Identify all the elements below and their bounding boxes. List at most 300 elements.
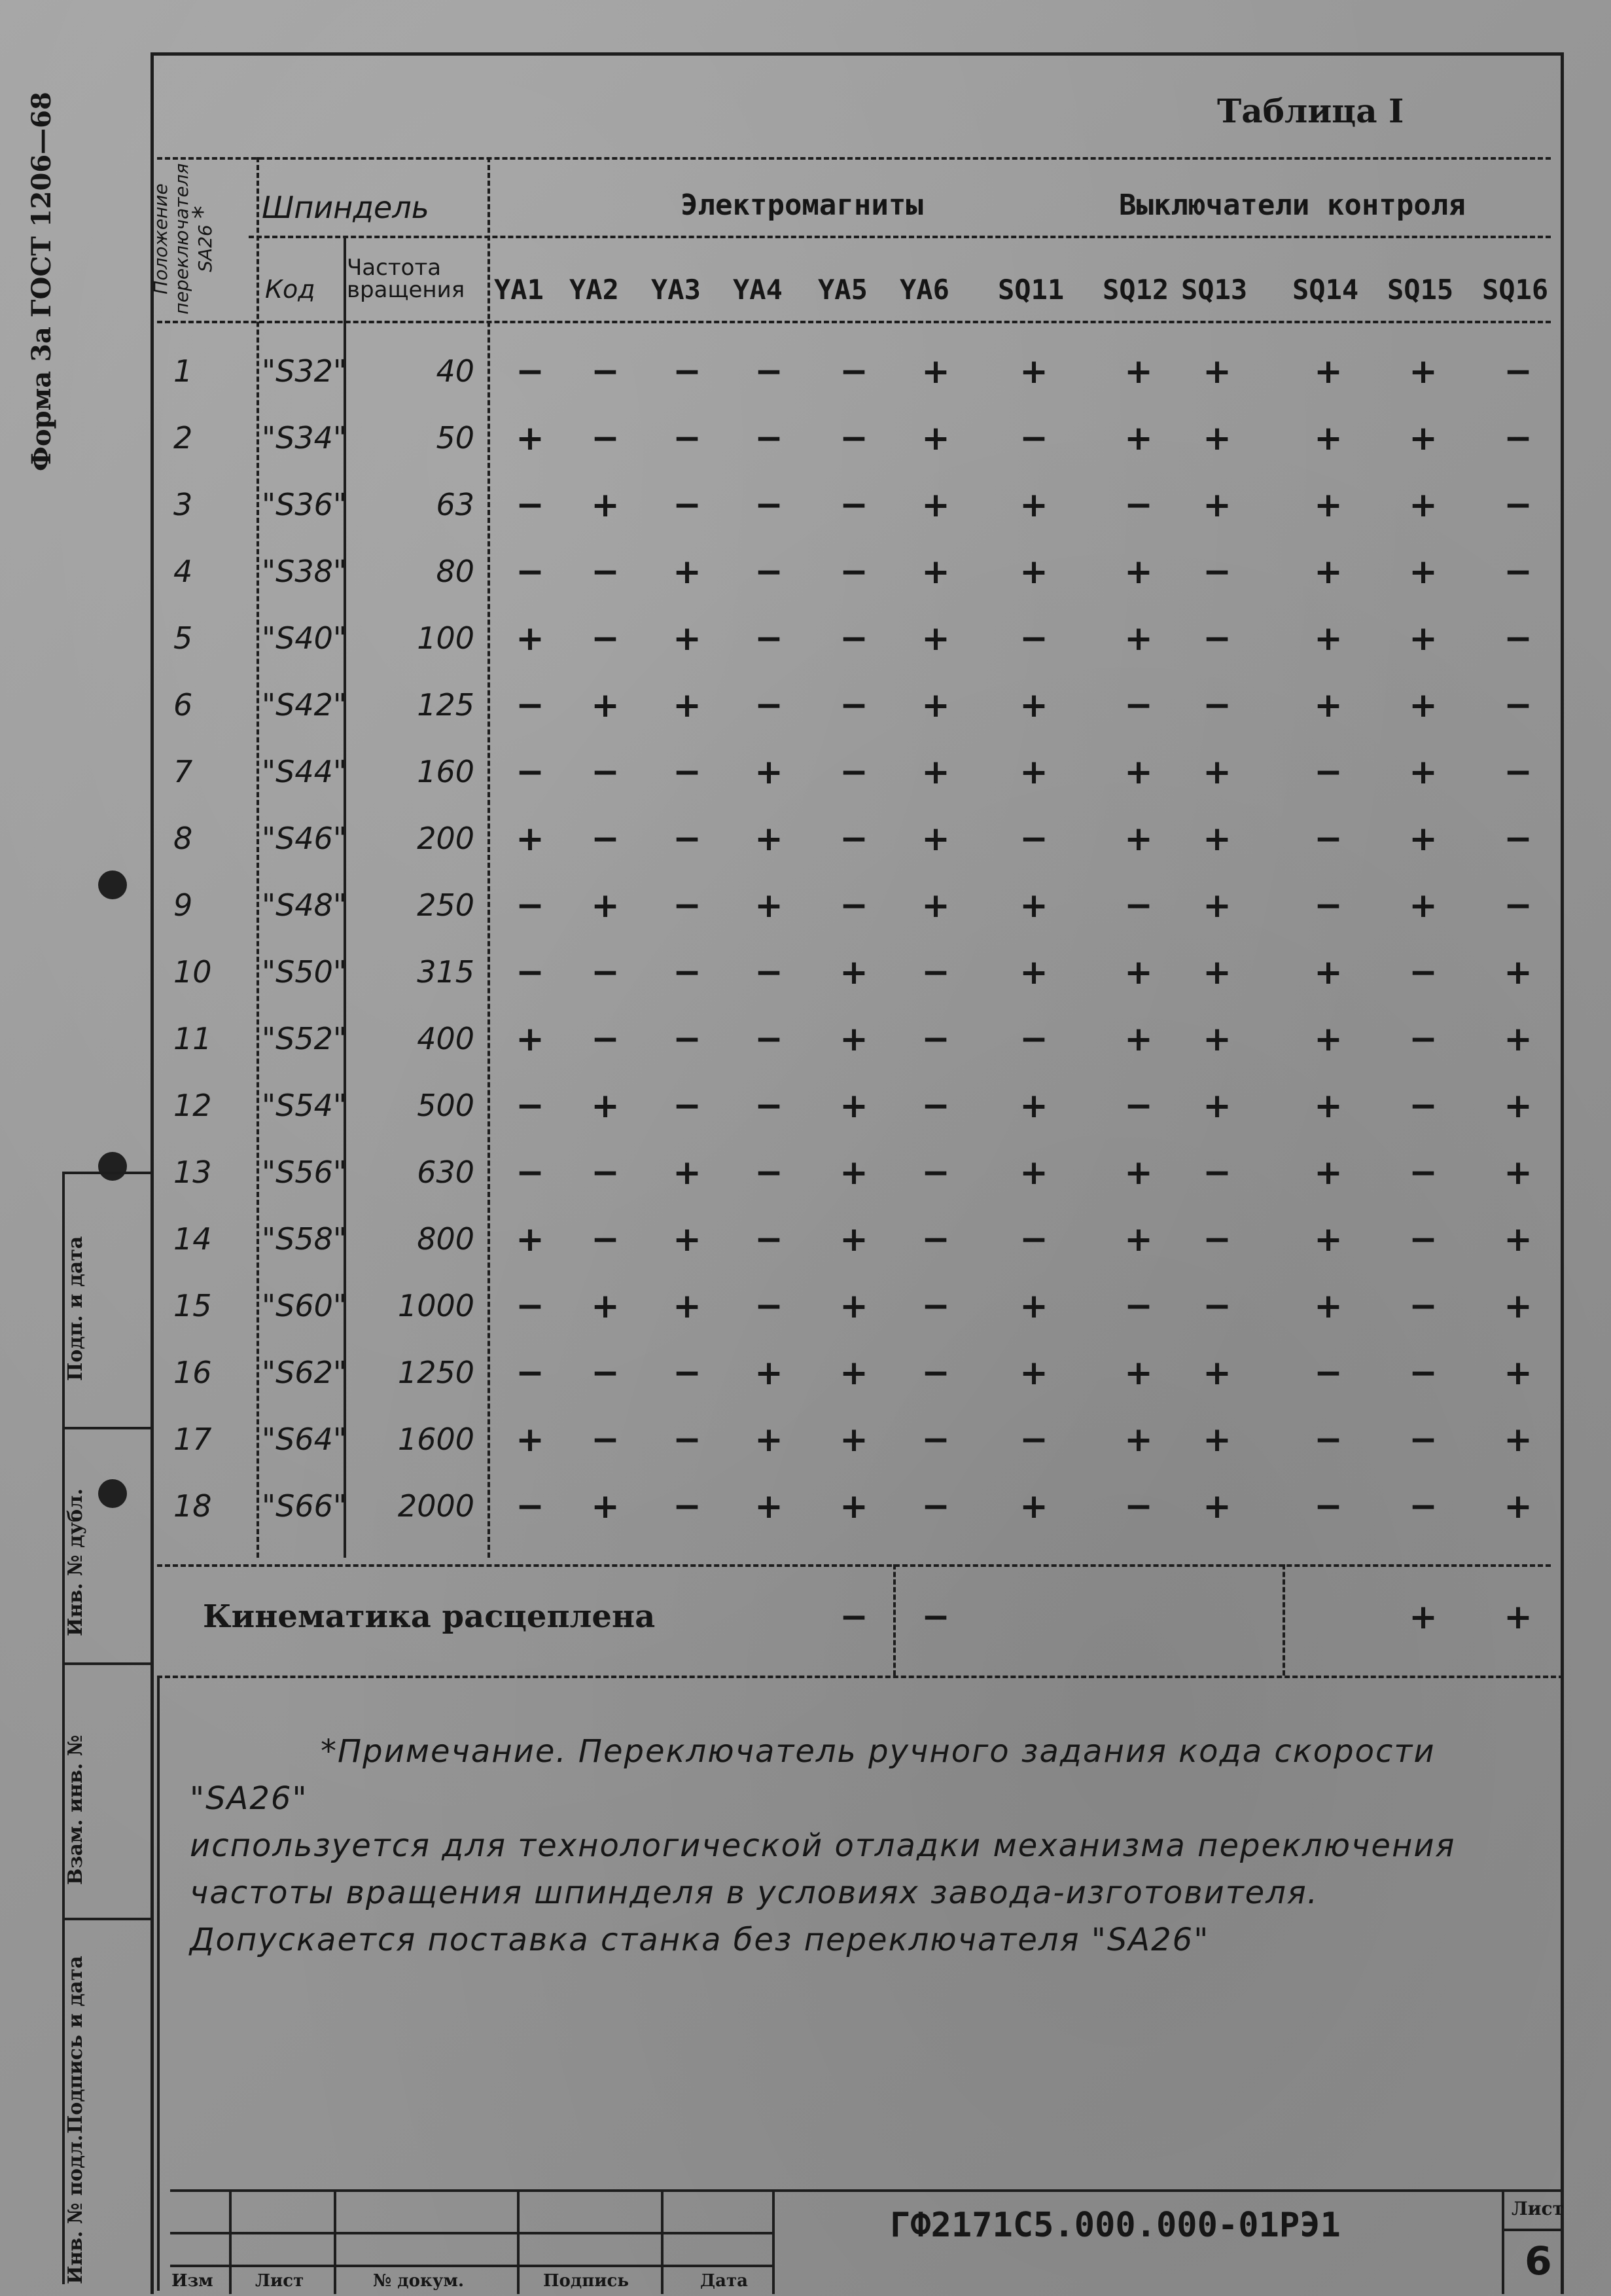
row-code: "S34": [262, 420, 347, 456]
header-position-text: Положение переключателя SA26: [150, 163, 216, 315]
mark-sq12: −: [1124, 1086, 1153, 1126]
mark-ya4: −: [754, 1086, 783, 1126]
header-group-electromagnets: Электромагниты: [681, 188, 923, 222]
row-code: "S42": [262, 687, 347, 723]
mark-sq11: −: [1019, 1020, 1048, 1059]
mark-sq14: +: [1314, 686, 1343, 725]
mark-sq16: +: [1504, 1354, 1532, 1393]
row-frequency: 63: [436, 487, 474, 522]
col-line-pos: [257, 157, 259, 1558]
header-frequency-line2: вращения: [347, 277, 465, 303]
column-header-ya4: YA4: [733, 274, 783, 306]
mark-ya1: −: [516, 753, 544, 792]
mark-sq15: −: [1409, 1086, 1438, 1126]
title-block-mid: [170, 2265, 772, 2267]
mark-ya2: +: [591, 1287, 620, 1326]
mark-sq16: +: [1504, 1220, 1532, 1259]
mark-sq12: −: [1124, 686, 1153, 725]
mark-sq13: +: [1203, 352, 1231, 391]
mark-sq14: +: [1314, 352, 1343, 391]
mark-sq12: +: [1124, 753, 1153, 792]
mark-ya4: +: [754, 886, 783, 925]
mark-sq15: +: [1409, 686, 1438, 725]
mark-ya6: +: [921, 686, 950, 725]
mark-ya3: −: [673, 486, 701, 525]
kinematics-divider: [1283, 1564, 1285, 1676]
column-header-sq15: SQ15: [1387, 274, 1454, 306]
row-code: "S62": [262, 1355, 347, 1390]
mark-sq16: −: [1504, 419, 1532, 458]
mark-ya5: −: [840, 352, 868, 391]
row-code: "S66": [262, 1488, 347, 1524]
row-position: 6: [173, 687, 193, 723]
mark-ya1: −: [516, 352, 544, 391]
mark-ya6: +: [921, 619, 950, 658]
mark-sq12: +: [1124, 552, 1153, 592]
tb-col-date: Дата: [700, 2271, 748, 2291]
mark-sq15: −: [1409, 1287, 1438, 1326]
mark-sq13: −: [1203, 552, 1231, 592]
row-code: "S44": [262, 754, 347, 789]
mark-sq12: −: [1124, 1287, 1153, 1326]
mark-sq15: −: [1409, 1420, 1438, 1460]
binding-hole: [98, 1479, 127, 1508]
side-box-sign-date: Подп. и дата: [64, 1236, 87, 1381]
mark-ya6: −: [921, 1420, 950, 1460]
mark-sq16: +: [1504, 1153, 1532, 1193]
header-bottom-line: [157, 321, 1551, 323]
title-block-col: [1502, 2189, 1504, 2294]
mark-ya4: −: [754, 486, 783, 525]
mark-ya1: +: [516, 1420, 544, 1460]
mark-sq12: −: [1124, 486, 1153, 525]
mark-sq14: −: [1314, 886, 1343, 925]
mark-ya4: −: [754, 1020, 783, 1059]
row-position: 2: [173, 420, 193, 456]
mark-ya3: +: [673, 619, 701, 658]
mark-ya3: −: [673, 419, 701, 458]
mark-ya5: +: [840, 1220, 868, 1259]
mark-ya5: −: [840, 619, 868, 658]
row-position: 17: [173, 1422, 212, 1457]
row-frequency: 2000: [397, 1488, 474, 1524]
mark-sq15: +: [1409, 619, 1438, 658]
row-frequency: 125: [417, 687, 474, 723]
header-group-switches: Выключатели контроля: [1119, 188, 1466, 222]
mark-sq13: +: [1203, 1354, 1231, 1393]
mark-ya2: −: [591, 352, 620, 391]
mark-ya2: −: [591, 753, 620, 792]
mark-sq14: −: [1314, 819, 1343, 859]
mark-ya4: −: [754, 686, 783, 725]
row-frequency: 500: [417, 1088, 474, 1123]
mark-sq14: +: [1314, 419, 1343, 458]
mark-sq12: +: [1124, 1020, 1153, 1059]
mark-sq13: +: [1203, 886, 1231, 925]
column-header-ya6: YA6: [900, 274, 949, 306]
row-code: "S50": [262, 954, 347, 990]
mark-ya3: +: [673, 686, 701, 725]
column-header-ya2: YA2: [569, 274, 619, 306]
mark-sq14: −: [1314, 1354, 1343, 1393]
row-position: 11: [173, 1021, 212, 1056]
mark-ya4: −: [754, 1287, 783, 1326]
binding-hole: [98, 870, 127, 899]
title-block-col: [772, 2189, 775, 2294]
mark-ya5: +: [840, 1287, 868, 1326]
mark-ya6: +: [921, 552, 950, 592]
title-block-col: [517, 2189, 520, 2294]
row-code: "S48": [262, 888, 347, 923]
header-spindle: Шпиндель: [262, 190, 429, 225]
binding-hole: [98, 1152, 127, 1181]
mark-sq16: +: [1504, 1086, 1532, 1126]
header-frequency-line1: Частота: [347, 255, 442, 281]
title-block-top: [170, 2189, 1561, 2192]
mark-ya1: −: [516, 1487, 544, 1526]
mark-ya5: +: [840, 1086, 868, 1126]
mark-ya2: +: [591, 1487, 620, 1526]
mark-ya1: −: [516, 486, 544, 525]
mark-sq16: −: [1504, 886, 1532, 925]
mark-ya3: −: [673, 953, 701, 992]
row-position: 7: [173, 754, 193, 789]
side-box-signature: Подпись и дата: [64, 1956, 87, 2134]
mark-ya1: −: [516, 953, 544, 992]
mark-ya4: −: [754, 1153, 783, 1193]
row-frequency: 800: [417, 1221, 474, 1257]
mark-ya2: +: [591, 486, 620, 525]
mark-ya6: −: [921, 1220, 950, 1259]
side-box-line: [62, 1918, 150, 1920]
mark-ya6: −: [921, 953, 950, 992]
mark-ya5: +: [840, 1020, 868, 1059]
mark-ya2: −: [591, 1354, 620, 1393]
mark-ya2: −: [591, 419, 620, 458]
mark-sq13: −: [1203, 686, 1231, 725]
mark-ya3: +: [673, 1153, 701, 1193]
mark-sq11: +: [1019, 486, 1048, 525]
mark-sq15: +: [1409, 886, 1438, 925]
row-frequency: 100: [417, 620, 474, 656]
mark-sq15: +: [1409, 753, 1438, 792]
row-position: 12: [173, 1088, 212, 1123]
mark-ya6: −: [921, 1487, 950, 1526]
mark-sq14: +: [1314, 1086, 1343, 1126]
row-frequency: 1250: [397, 1355, 474, 1390]
mark-sq13: +: [1203, 953, 1231, 992]
mark-sq16: −: [1504, 819, 1532, 859]
mark-ya2: −: [591, 819, 620, 859]
mark-sq16: −: [1504, 753, 1532, 792]
mark-ya6: +: [921, 419, 950, 458]
title-block-sheet-line: [1502, 2229, 1561, 2231]
column-header-ya5: YA5: [818, 274, 868, 306]
mark-ya5: −: [840, 819, 868, 859]
mark-sq11: −: [1019, 1220, 1048, 1259]
mark-ya5: +: [840, 1420, 868, 1460]
mark-ya2: −: [591, 552, 620, 592]
row-frequency: 200: [417, 821, 474, 856]
kinematics-mark-sq16: +: [1504, 1598, 1532, 1637]
mark-sq14: +: [1314, 1287, 1343, 1326]
mark-sq12: +: [1124, 352, 1153, 391]
row-code: "S60": [262, 1288, 347, 1323]
tb-col-signature: Подпись: [543, 2271, 629, 2291]
note-line-1-text: *Примечание. Переключатель ручного задания кода скорости "SA26": [190, 1733, 1436, 1817]
mark-ya6: −: [921, 1086, 950, 1126]
row-code: "S38": [262, 554, 347, 589]
mark-ya4: +: [754, 1420, 783, 1460]
mark-sq15: −: [1409, 1220, 1438, 1259]
row-frequency: 400: [417, 1021, 474, 1056]
mark-ya2: −: [591, 619, 620, 658]
mark-ya1: −: [516, 552, 544, 592]
column-header-sq11: SQ11: [998, 274, 1065, 306]
row-position: 18: [173, 1488, 212, 1524]
mark-sq14: +: [1314, 1220, 1343, 1259]
note-line-2: используется для технологической отладки механизма переключения: [190, 1827, 1456, 1864]
document-number: ГФ2171С5.000.000-01РЭ1: [890, 2206, 1341, 2245]
mark-sq14: +: [1314, 486, 1343, 525]
mark-ya2: −: [591, 1020, 620, 1059]
mark-sq14: −: [1314, 753, 1343, 792]
header-mid-line: [249, 236, 1551, 238]
mark-sq12: +: [1124, 1220, 1153, 1259]
row-code: "S32": [262, 353, 347, 389]
mark-ya1: −: [516, 686, 544, 725]
row-position: 3: [173, 487, 193, 522]
mark-sq16: +: [1504, 1287, 1532, 1326]
mark-ya5: −: [840, 686, 868, 725]
mark-sq16: −: [1504, 352, 1532, 391]
mark-sq12: +: [1124, 1153, 1153, 1193]
mark-ya4: −: [754, 1220, 783, 1259]
mark-sq13: +: [1203, 1487, 1231, 1526]
column-header-ya3: YA3: [651, 274, 701, 306]
kinematics-label: Кинематика расцеплена: [203, 1598, 656, 1635]
mark-ya4: −: [754, 953, 783, 992]
mark-ya2: +: [591, 686, 620, 725]
mark-sq12: +: [1124, 419, 1153, 458]
mark-ya5: −: [840, 419, 868, 458]
row-frequency: 40: [436, 353, 474, 389]
mark-sq15: +: [1409, 552, 1438, 592]
tb-col-change: Изм: [171, 2271, 213, 2291]
row-code: "S64": [262, 1422, 347, 1457]
mark-sq15: +: [1409, 486, 1438, 525]
header-star: *: [188, 206, 218, 219]
note-block: [190, 1728, 1557, 1964]
mark-ya1: −: [516, 1153, 544, 1193]
mark-ya4: +: [754, 753, 783, 792]
mark-ya2: −: [591, 1153, 620, 1193]
column-header-sq14: SQ14: [1292, 274, 1359, 306]
row-position: 8: [173, 821, 193, 856]
mark-ya1: +: [516, 1020, 544, 1059]
row-frequency: 80: [436, 554, 474, 589]
form-gost-label: Форма 3а ГОСТ 1206—68: [26, 92, 57, 471]
mark-ya1: −: [516, 1354, 544, 1393]
mark-sq16: +: [1504, 1487, 1532, 1526]
mark-sq16: −: [1504, 619, 1532, 658]
kinematics-bottom-line: [157, 1676, 1564, 1678]
mark-sq16: −: [1504, 552, 1532, 592]
mark-sq13: +: [1203, 819, 1231, 859]
side-box-dup-inv: Инв. № дубл.: [64, 1488, 87, 1636]
title-block-col: [229, 2189, 232, 2294]
mark-ya5: +: [840, 1354, 868, 1393]
mark-sq15: −: [1409, 953, 1438, 992]
mark-ya1: +: [516, 419, 544, 458]
mark-sq11: +: [1019, 886, 1048, 925]
mark-ya1: +: [516, 619, 544, 658]
mark-sq16: +: [1504, 1020, 1532, 1059]
header-frequency: [347, 257, 465, 301]
mark-sq13: +: [1203, 1020, 1231, 1059]
mark-ya6: −: [921, 1354, 950, 1393]
note-line-4: Допускается поставка станка без переключателя "SA26": [190, 1922, 1210, 1958]
row-code: "S58": [262, 1221, 347, 1257]
mark-sq14: +: [1314, 552, 1343, 592]
row-code: "S56": [262, 1155, 347, 1190]
mark-sq15: −: [1409, 1153, 1438, 1193]
mark-sq11: +: [1019, 1287, 1048, 1326]
column-header-sq16: SQ16: [1482, 274, 1549, 306]
mark-ya1: +: [516, 819, 544, 859]
mark-ya6: +: [921, 486, 950, 525]
mark-ya3: −: [673, 1354, 701, 1393]
row-code: "S36": [262, 487, 347, 522]
row-frequency: 630: [417, 1155, 474, 1190]
mark-sq16: −: [1504, 686, 1532, 725]
mark-sq12: −: [1124, 1487, 1153, 1526]
row-code: "S40": [262, 620, 347, 656]
mark-sq14: +: [1314, 953, 1343, 992]
mark-ya6: +: [921, 753, 950, 792]
mark-sq15: +: [1409, 819, 1438, 859]
mark-ya5: −: [840, 486, 868, 525]
mark-ya3: −: [673, 1020, 701, 1059]
mark-ya3: +: [673, 1220, 701, 1259]
mark-ya4: +: [754, 1487, 783, 1526]
mark-sq15: −: [1409, 1354, 1438, 1393]
row-frequency: 315: [417, 954, 474, 990]
mark-sq13: +: [1203, 486, 1231, 525]
mark-ya4: −: [754, 619, 783, 658]
mark-sq13: +: [1203, 419, 1231, 458]
mark-sq11: +: [1019, 686, 1048, 725]
side-box-line: [62, 1172, 150, 1174]
row-code: "S46": [262, 821, 347, 856]
mark-sq11: −: [1019, 1420, 1048, 1460]
mark-ya6: +: [921, 886, 950, 925]
mark-ya5: −: [840, 552, 868, 592]
mark-ya5: +: [840, 1487, 868, 1526]
mark-sq13: −: [1203, 1220, 1231, 1259]
mark-ya2: +: [591, 1086, 620, 1126]
mark-sq13: +: [1203, 753, 1231, 792]
mark-sq12: −: [1124, 886, 1153, 925]
mark-sq11: +: [1019, 1354, 1048, 1393]
row-position: 1: [173, 353, 193, 389]
mark-ya4: +: [754, 1354, 783, 1393]
mark-sq14: +: [1314, 1153, 1343, 1193]
kinematics-mark-ya6: −: [921, 1598, 950, 1637]
mark-ya6: −: [921, 1020, 950, 1059]
mark-ya2: +: [591, 886, 620, 925]
mark-ya3: −: [673, 753, 701, 792]
mark-ya4: +: [754, 819, 783, 859]
mark-sq16: +: [1504, 953, 1532, 992]
kinematics-mark-sq15: +: [1409, 1598, 1438, 1637]
mark-sq11: +: [1019, 1086, 1048, 1126]
mark-sq11: −: [1019, 419, 1048, 458]
sheet-label: Лист: [1512, 2198, 1564, 2219]
mark-sq16: +: [1504, 1420, 1532, 1460]
mark-sq12: +: [1124, 953, 1153, 992]
mark-sq15: +: [1409, 419, 1438, 458]
left-frame-inner: [157, 1676, 160, 2291]
mark-ya1: −: [516, 886, 544, 925]
mark-ya4: −: [754, 352, 783, 391]
mark-ya6: +: [921, 352, 950, 391]
mark-ya3: +: [673, 1287, 701, 1326]
mark-ya5: +: [840, 1153, 868, 1193]
mark-sq15: +: [1409, 352, 1438, 391]
mark-ya3: −: [673, 886, 701, 925]
mark-sq11: +: [1019, 1487, 1048, 1526]
note-line-3: частоты вращения шпинделя в условиях завода-изготовителя.: [190, 1874, 1319, 1911]
mark-sq15: −: [1409, 1020, 1438, 1059]
mark-ya3: −: [673, 352, 701, 391]
mark-ya1: −: [516, 1086, 544, 1126]
table-top-line: [157, 157, 1551, 160]
mark-ya4: −: [754, 419, 783, 458]
mark-ya1: −: [516, 1287, 544, 1326]
kinematics-mark-ya5: −: [840, 1598, 868, 1637]
row-position: 15: [173, 1288, 212, 1323]
mark-sq14: +: [1314, 1020, 1343, 1059]
mark-ya3: −: [673, 1420, 701, 1460]
row-position: 10: [173, 954, 212, 990]
kinematics-divider: [893, 1564, 896, 1676]
mark-ya2: −: [591, 953, 620, 992]
mark-ya6: +: [921, 819, 950, 859]
header-code: Код: [265, 275, 315, 304]
side-box-replace-inv: Взам. инв. №: [64, 1734, 87, 1885]
mark-ya3: −: [673, 819, 701, 859]
tb-col-sheet: Лист: [255, 2271, 304, 2291]
mark-ya6: −: [921, 1153, 950, 1193]
row-position: 14: [173, 1221, 212, 1257]
table-body-bottom-line: [157, 1564, 1551, 1567]
header-position: [150, 151, 216, 327]
row-frequency: 160: [417, 754, 474, 789]
mark-sq11: +: [1019, 753, 1048, 792]
mark-sq12: +: [1124, 1354, 1153, 1393]
side-box-line: [62, 1427, 150, 1429]
mark-ya5: −: [840, 886, 868, 925]
column-header-sq13: SQ13: [1181, 274, 1248, 306]
row-frequency: 1000: [397, 1288, 474, 1323]
row-position: 13: [173, 1155, 212, 1190]
mark-ya5: −: [840, 753, 868, 792]
row-frequency: 250: [417, 888, 474, 923]
sheet-number: 6: [1525, 2238, 1552, 2284]
title-block-mid: [170, 2232, 772, 2234]
row-frequency: 50: [436, 420, 474, 456]
